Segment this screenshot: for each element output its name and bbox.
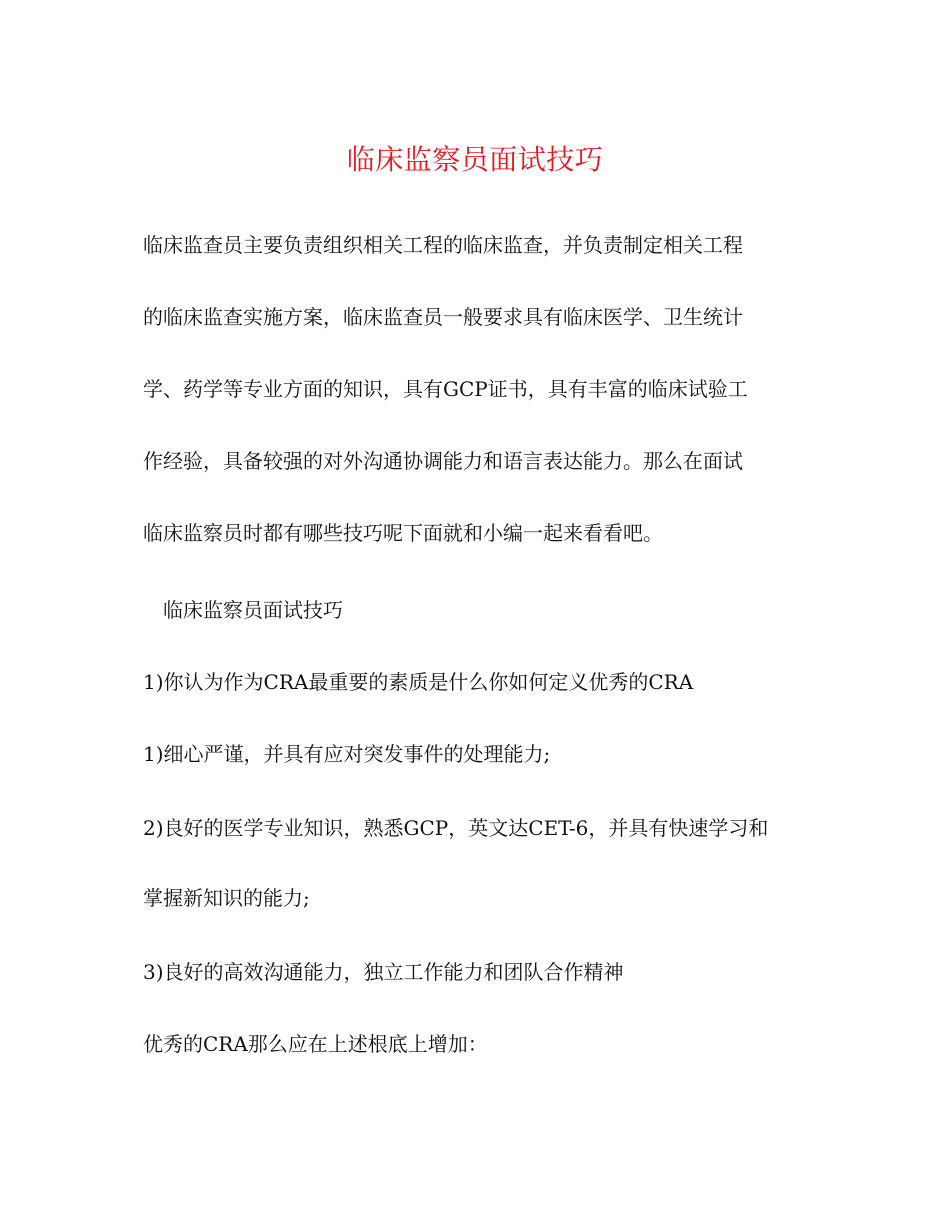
intro-line-2: 的临床监查实施方案，临床监查员一般要求具有临床医学、卫生统计 xyxy=(143,305,743,329)
intro-line-4: 作经验，具备较强的对外沟通协调能力和语言表达能力。那么在面试 xyxy=(143,449,743,473)
answer-line-2: 2)良好的医学专业知识，熟悉GCP，英文达CET-6，并具有快速学习和 xyxy=(143,816,769,840)
intro-line-3: 学、药学等专业方面的知识，具有GCP证书，具有丰富的临床试验工 xyxy=(143,377,748,401)
question-1: 1)你认为作为CRA最重要的素质是什么你如何定义优秀的CRA xyxy=(143,670,694,694)
intro-line-5: 临床监察员时都有哪些技巧呢下面就和小编一起来看看吧。 xyxy=(143,521,663,545)
answer-line-3: 掌握新知识的能力; xyxy=(143,886,310,910)
answer-line-4: 3)良好的高效沟通能力，独立工作能力和团队合作精神 xyxy=(143,960,624,984)
closing-line: 优秀的CRA那么应在上述根底上增加： xyxy=(143,1032,488,1056)
intro-line-1: 临床监查员主要负责组织相关工程的临床监查，并负责制定相关工程 xyxy=(143,233,743,257)
answer-line-1: 1)细心严谨，并具有应对突发事件的处理能力; xyxy=(143,742,551,766)
section-heading: 临床监察员面试技巧 xyxy=(163,598,343,622)
document-title: 临床监察员面试技巧 xyxy=(346,143,604,176)
